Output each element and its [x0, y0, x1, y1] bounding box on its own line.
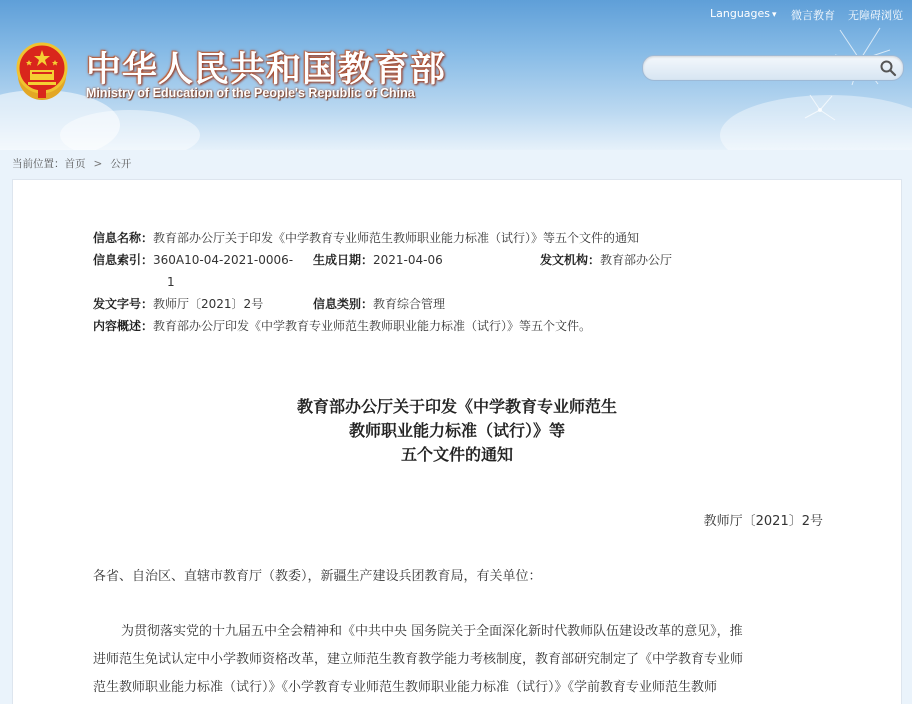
document-title-line: 五个文件的通知: [400, 445, 513, 464]
document-salutation: 各省、自治区、直辖市教育厅（教委），新疆生产建设兵团教育局，有关单位：: [93, 569, 542, 584]
info-org-value: 教育部办公厅: [600, 253, 673, 267]
breadcrumb-public[interactable]: 公开: [110, 158, 132, 170]
info-category-label: 信息类别：: [313, 297, 374, 311]
weiyan-link[interactable]: 微言教育: [791, 9, 835, 22]
info-summary-value: 教育部办公厅印发《中学教育专业师范生教师职业能力标准（试行）》等五个文件。: [153, 319, 592, 333]
info-docno-row: [93, 296, 263, 312]
info-name-label: 信息名称：: [93, 231, 154, 245]
document-number: 教师厅〔2021〕2号: [703, 514, 823, 529]
info-summary-label: 内容概述：: [93, 319, 154, 333]
info-date-label: 生成日期：: [313, 253, 374, 267]
body-line: 范生教师职业能力标准（试行）》《小学教育专业师范生教师职业能力标准（试行）》《学前教育专业师范生教师: [93, 680, 718, 695]
top-links: [0, 7, 912, 23]
document-title-line: 教师职业能力标准（试行）》等: [348, 421, 565, 440]
info-category-row: [313, 296, 445, 312]
breadcrumb-label: 当前位置：: [12, 158, 65, 170]
info-date-row: [313, 252, 443, 268]
search-icon[interactable]: [879, 59, 897, 77]
national-emblem-icon: [14, 40, 70, 102]
info-docno-value: 教师厅〔2021〕2号: [153, 297, 264, 311]
article-content: [12, 179, 902, 704]
info-name-value: 教育部办公厅关于印发《中学教育专业师范生教师职业能力标准（试行）》等五个文件的通知: [153, 231, 640, 245]
info-summary-row: [93, 318, 591, 334]
accessibility-link[interactable]: 无障碍浏览: [848, 9, 903, 22]
chevron-down-icon: ▾: [772, 10, 777, 20]
info-org-label: 发文机构：: [540, 253, 601, 267]
info-docno-label: 发文字号：: [93, 297, 154, 311]
body-line: 为贯彻落实党的十九届五中全会精神和《中共中央 国务院关于全面深化新时代教师队伍建设改革的意见》，推: [121, 624, 743, 639]
info-category-value: 教育综合管理: [373, 297, 446, 311]
languages-link[interactable]: [710, 7, 777, 20]
document-title-line: 教育部办公厅关于印发《中学教育专业师范生: [296, 397, 617, 416]
cloud-decoration: [60, 110, 200, 150]
site-title[interactable]: 中华人民共和国教育部: [86, 50, 447, 90]
breadcrumb: [12, 156, 131, 171]
site-header: [0, 0, 912, 150]
info-index-row: [93, 252, 293, 268]
breadcrumb-separator: >: [93, 158, 103, 170]
languages-label: Languages: [710, 7, 771, 20]
info-org-row: [540, 252, 672, 268]
site-subtitle: Ministry of Education of the People's Republic of China: [86, 86, 415, 100]
body-line: 进师范生免试认定中小学教师资格改革，建立师范生教育教学能力考核制度，教育部研究制定了《中学教育专业师: [93, 652, 744, 667]
search-input[interactable]: [655, 59, 874, 77]
info-index-value: 360A10-04-2021-0006-: [153, 253, 294, 267]
info-index-value-cont: 1: [167, 275, 175, 289]
info-index-label: 信息索引：: [93, 253, 154, 267]
info-date-value: 2021-04-06: [373, 253, 443, 267]
search-box: [642, 55, 904, 81]
info-name-row: [93, 230, 639, 246]
breadcrumb-home[interactable]: 首页: [64, 158, 86, 170]
